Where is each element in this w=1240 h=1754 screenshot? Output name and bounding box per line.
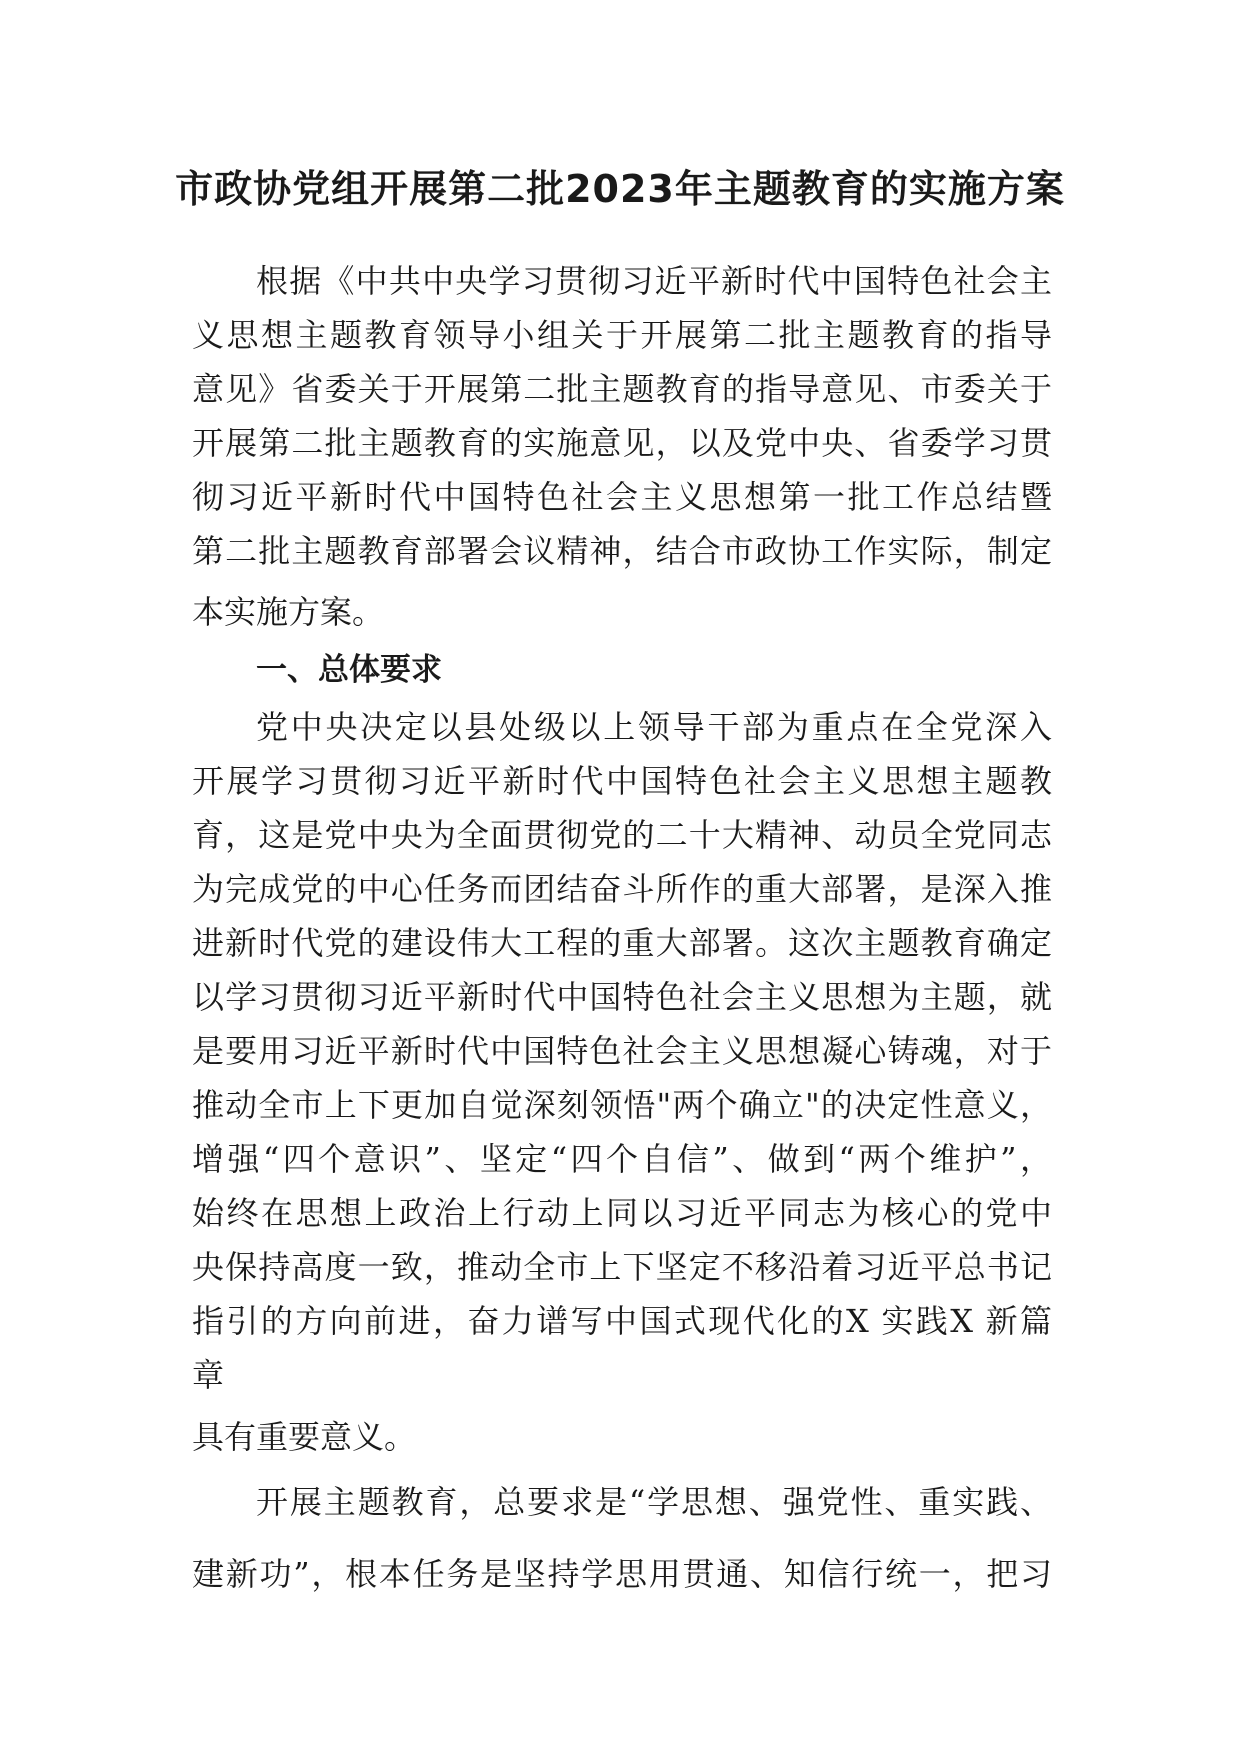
- paragraph-2-line: 开展学习贯彻习近平新时代中国特色社会主义思想主题教: [192, 762, 1052, 800]
- paragraph-3-line: 建新功”，根本任务是坚持学思用贯通、知信行统一，把习: [192, 1555, 1052, 1593]
- paragraph-2-line: 进新时代党的建设伟大工程的重大部署。这次主题教育确定: [192, 924, 1052, 962]
- paragraph-2-line: 以学习贯彻习近平新时代中国特色社会主义思想为主题，就: [192, 978, 1052, 1016]
- paragraph-1-line: 义思想主题教育领导小组关于开展第二批主题教育的指导: [192, 316, 1052, 354]
- paragraph-1-line: 根据《中共中央学习贯彻习近平新时代中国特色社会主: [256, 262, 1052, 300]
- paragraph-1-line: 意见》省委关于开展第二批主题教育的指导意见、市委关于: [192, 370, 1052, 408]
- document-title: 市政协党组开展第二批2023年主题教育的实施方案: [175, 167, 1065, 211]
- paragraph-1-line: 开展第二批主题教育的实施意见，以及党中央、省委学习贯: [192, 424, 1052, 462]
- paragraph-2-line: 是要用习近平新时代中国特色社会主义思想凝心铸魂，对于: [192, 1032, 1052, 1070]
- paragraph-2-line: 具有重要意义。: [192, 1418, 417, 1456]
- paragraph-1-line: 本实施方案。: [192, 593, 385, 631]
- paragraph-2-line: 章: [192, 1356, 225, 1394]
- paragraph-3-line: 开展主题教育，总要求是“学思想、强党性、重实践、: [256, 1483, 1052, 1521]
- paragraph-1-line: 彻习近平新时代中国特色社会主义思想第一批工作总结暨: [192, 478, 1052, 516]
- paragraph-2-line: 始终在思想上政治上行动上同以习近平同志为核心的党中: [192, 1194, 1052, 1232]
- paragraph-2-line: 央保持高度一致，推动全市上下坚定不移沿着习近平总书记: [192, 1248, 1052, 1286]
- paragraph-2-line: 指引的方向前进，奋力谱写中国式现代化的X 实践X 新篇: [192, 1302, 1052, 1340]
- paragraph-2-line: 党中央决定以县处级以上领导干部为重点在全党深入: [256, 708, 1052, 746]
- section-heading: 一、总体要求: [256, 652, 442, 688]
- paragraph-2-line: 增强“四个意识”、坚定“四个自信”、做到“两个维护”，: [192, 1140, 1052, 1178]
- paragraph-2-line: 为完成党的中心任务而团结奋斗所作的重大部署，是深入推: [192, 870, 1052, 908]
- paragraph-2-line: 育，这是党中央为全面贯彻党的二十大精神、动员全党同志: [192, 816, 1052, 854]
- paragraph-2-line: 推动全市上下更加自觉深刻领悟"两个确立"的决定性意义，: [192, 1086, 1052, 1124]
- paragraph-1-line: 第二批主题教育部署会议精神，结合市政协工作实际，制定: [192, 532, 1052, 570]
